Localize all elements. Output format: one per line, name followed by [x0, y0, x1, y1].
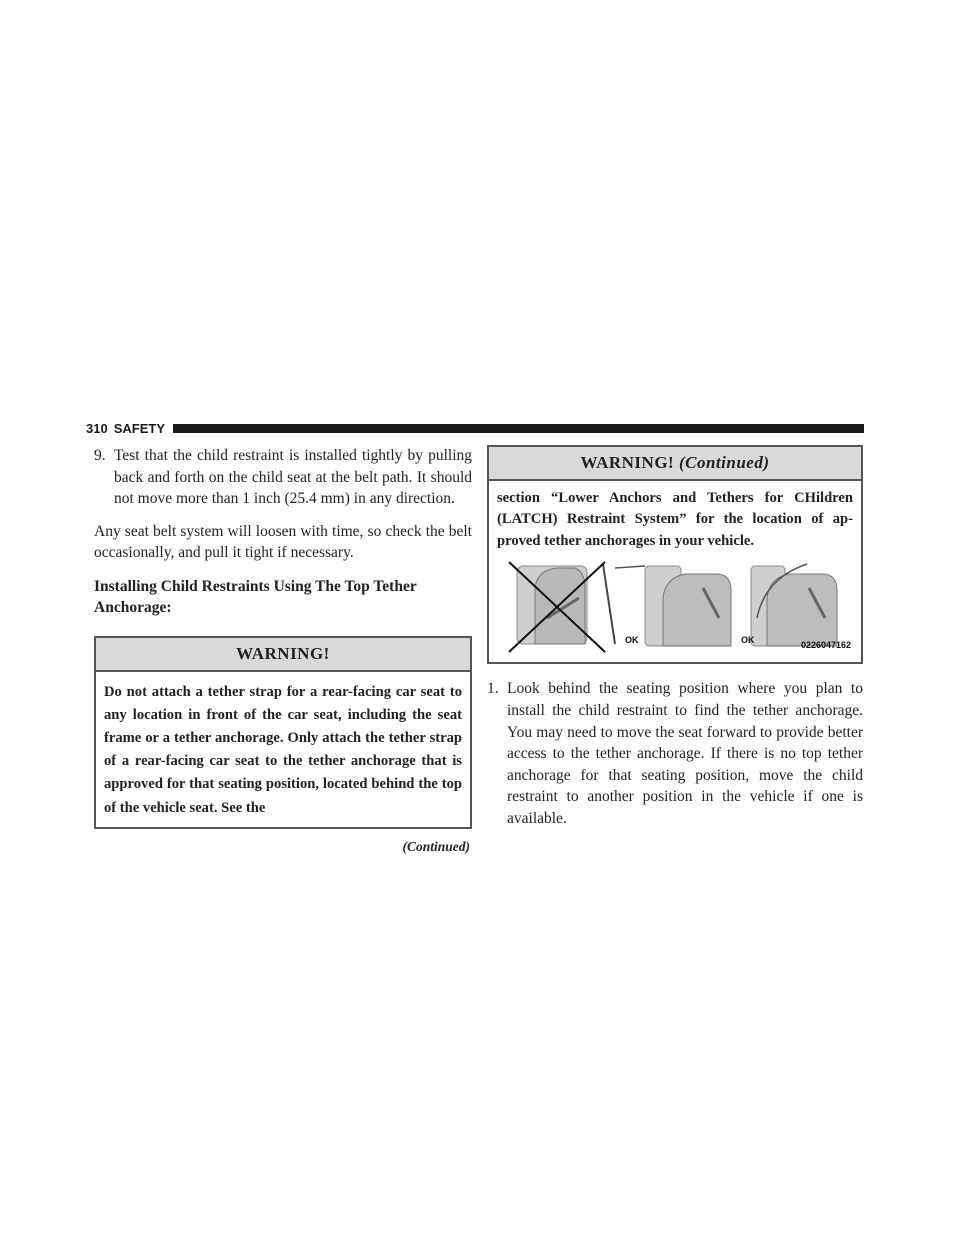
warning-text: Do not attach a tether strap for a rear-facing car seat to any location in front of the car seat, including the seat frame or a tether anchorage. Only attach the tether strap of a rear-facing car seat to the tether anchorage that is approved for that seating position, located behind the top of the vehicle seat. See the — [104, 683, 462, 816]
page-number: 310 — [86, 420, 108, 436]
step-text: Test that the child restraint is installed tightly by pulling back and forth on the child seat at the belt path. It should not move more than 1 inch (25.4 mm) in any direction. — [114, 447, 472, 508]
warning-continued: (Continued) — [678, 453, 770, 472]
page-header — [86, 418, 864, 438]
section-heading: Installing Child Restraints Using The Top Tether Anchorage: — [94, 577, 417, 616]
continued-label: (Continued) — [402, 838, 470, 854]
tether-illustration — [495, 558, 855, 656]
seat-rear-facing — [517, 566, 587, 644]
left-column — [94, 445, 472, 857]
step-text: Look behind the seating position where you plan to install the child restraint to find the tether anchorage. You may need to move the seat forward to provide better access to the tether anchorage. If there is no top tether anchorage for that seating position, move the child restraint to another position in the vehicle if one is available. — [507, 680, 863, 827]
ok-label-1: OK — [625, 635, 639, 646]
step-number: 9. — [94, 447, 106, 464]
section-title: SAFETY — [113, 420, 165, 436]
step-9 — [94, 445, 472, 510]
strap-line — [603, 564, 615, 644]
warning-title — [489, 447, 861, 481]
step-1 — [487, 678, 863, 829]
warning-title-text: WARNING! — [580, 453, 675, 472]
right-column — [487, 445, 863, 830]
paragraph: Any seat belt system will loosen with time, so check the belt occasionally, and pull it tight if necessary. — [94, 522, 472, 562]
warning-title: WARNING! — [96, 638, 470, 672]
step-number: 1. — [487, 680, 499, 698]
warning-text: section “Lower Anchors and Tethers for CHildren (LATCH) Restraint System” for the location of ap-proved tether anchorages in your vehicle. — [497, 489, 853, 549]
warning-box — [94, 636, 472, 829]
ok-label-2: OK — [741, 635, 755, 646]
header-rule — [173, 424, 864, 433]
warning-box-continued — [487, 445, 863, 664]
figure-code: 0226047162 — [800, 639, 851, 650]
